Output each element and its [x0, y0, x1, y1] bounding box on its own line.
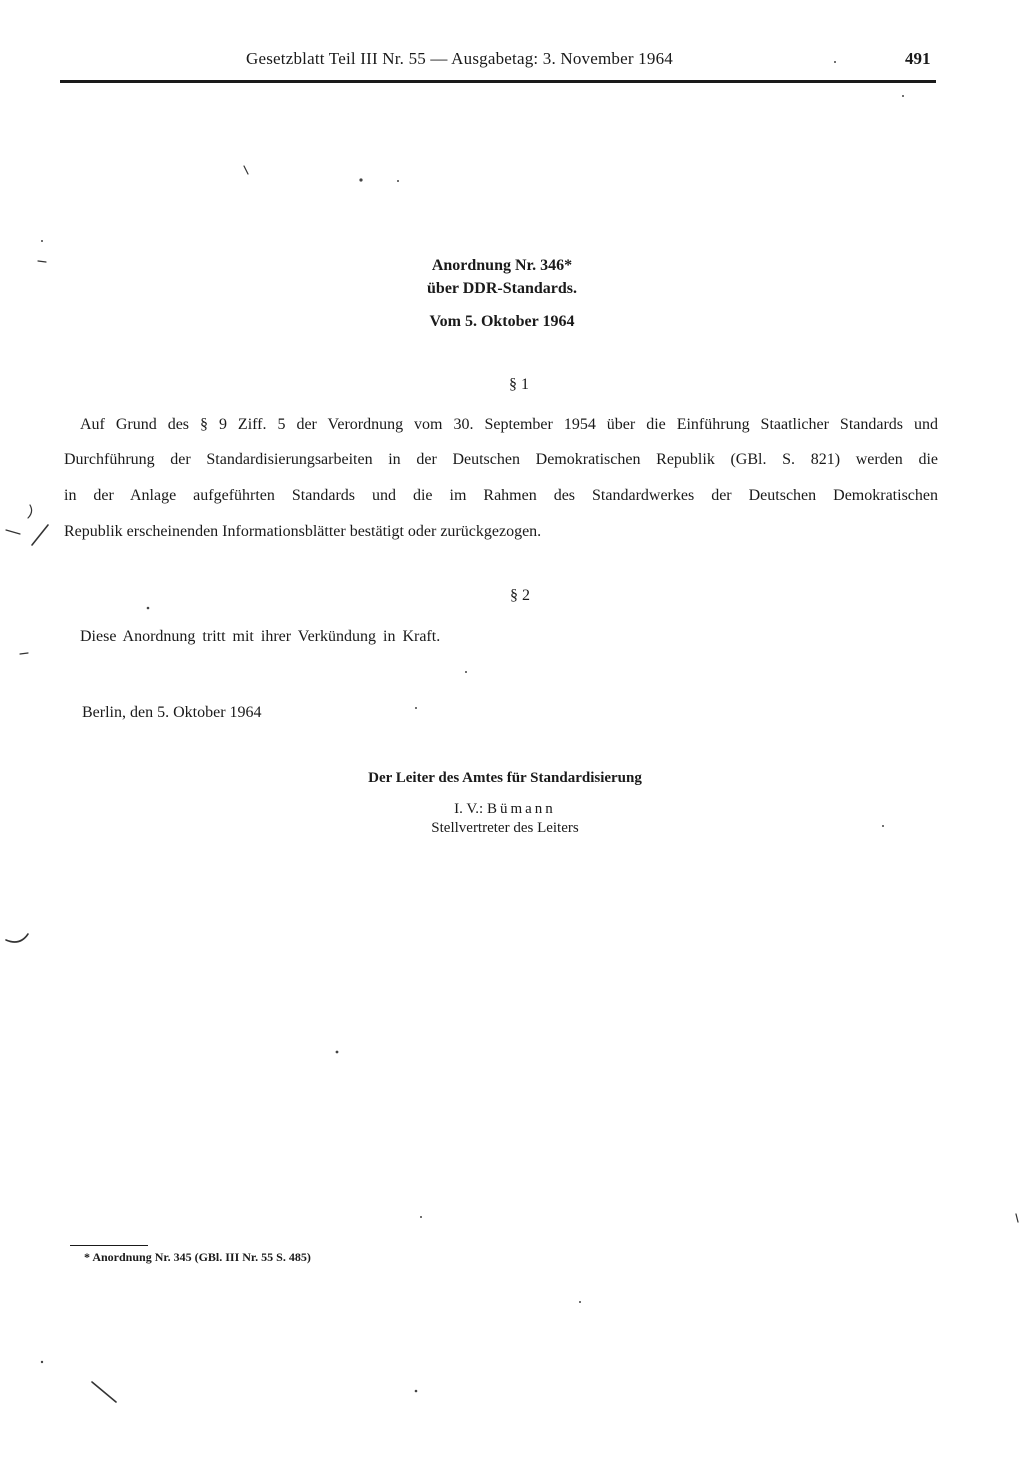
- paragraph-line: Republik erscheinenden Informationsblätter bestätigt oder zurückgezogen.: [64, 523, 542, 540]
- scan-mark: [28, 505, 32, 518]
- scan-mark: [32, 525, 48, 545]
- document-subtitle: über DDR-Standards.: [427, 280, 577, 297]
- section-2-heading: § 2: [510, 587, 530, 604]
- scan-dot: [147, 607, 150, 610]
- running-title: Gesetzblatt Teil III Nr. 55 — Ausgabetag: 3. November 1964: [246, 49, 673, 68]
- scan-dot: [41, 1361, 43, 1363]
- scan-mark: [1016, 1214, 1018, 1222]
- scan-dot: [420, 1216, 422, 1218]
- scan-mark: [6, 934, 28, 942]
- scan-mark: [6, 530, 20, 534]
- scan-mark: [244, 166, 248, 174]
- scan-mark: [92, 1382, 116, 1402]
- paragraph-line: in der Anlage aufgeführten Standards und die im Rahmen des Standardwerkes der Deutschen Demokratischen: [64, 487, 938, 504]
- footnote: * Anordnung Nr. 345 (GBl. III Nr. 55 S. 485): [84, 1250, 311, 1264]
- section-2-paragraph: Diese Anordnung tritt mit ihrer Verkündung in Kraft.: [80, 628, 441, 645]
- paragraph-line: Durchführung der Standardisierungsarbeiten in der Deutschen Demokratischen Republik (GBl. S. 821) werden die: [64, 451, 938, 468]
- signatory-title: Der Leiter des Amtes für Standardisierung: [368, 770, 642, 786]
- scan-dot: [465, 671, 467, 673]
- scan-dot: [359, 178, 362, 181]
- signatory-name-line: [300, 801, 710, 818]
- scan-mark: [38, 261, 46, 262]
- scan-dot: [397, 180, 399, 182]
- scan-mark: [20, 653, 28, 654]
- document-title: Anordnung Nr. 346*: [431, 257, 573, 274]
- scan-dot: [882, 825, 884, 827]
- scan-dot: [579, 1301, 581, 1303]
- place-and-date: Berlin, den 5. Oktober 1964: [82, 704, 262, 721]
- signatory-prefix: I. V.:: [454, 801, 484, 817]
- scan-dot: [336, 1051, 339, 1054]
- paragraph-line: Auf Grund des § 9 Ziff. 5 der Verordnung vom 30. September 1954 über die Einführung Staatlicher Standards und: [80, 416, 938, 433]
- header-rule: [60, 80, 936, 83]
- section-1-heading: § 1: [509, 376, 529, 393]
- signatory-name: Bümann: [486, 801, 556, 817]
- page-number: 491: [905, 49, 931, 68]
- scan-dot: [902, 95, 904, 97]
- signatory-role: Stellvertreter des Leiters: [431, 820, 579, 836]
- footnote-rule: [70, 1245, 148, 1246]
- scan-dot: [415, 1390, 418, 1393]
- scan-dot: [834, 61, 836, 63]
- document-date: Vom 5. Oktober 1964: [429, 313, 575, 330]
- scan-dot: [41, 240, 43, 242]
- scan-dot: [415, 707, 417, 709]
